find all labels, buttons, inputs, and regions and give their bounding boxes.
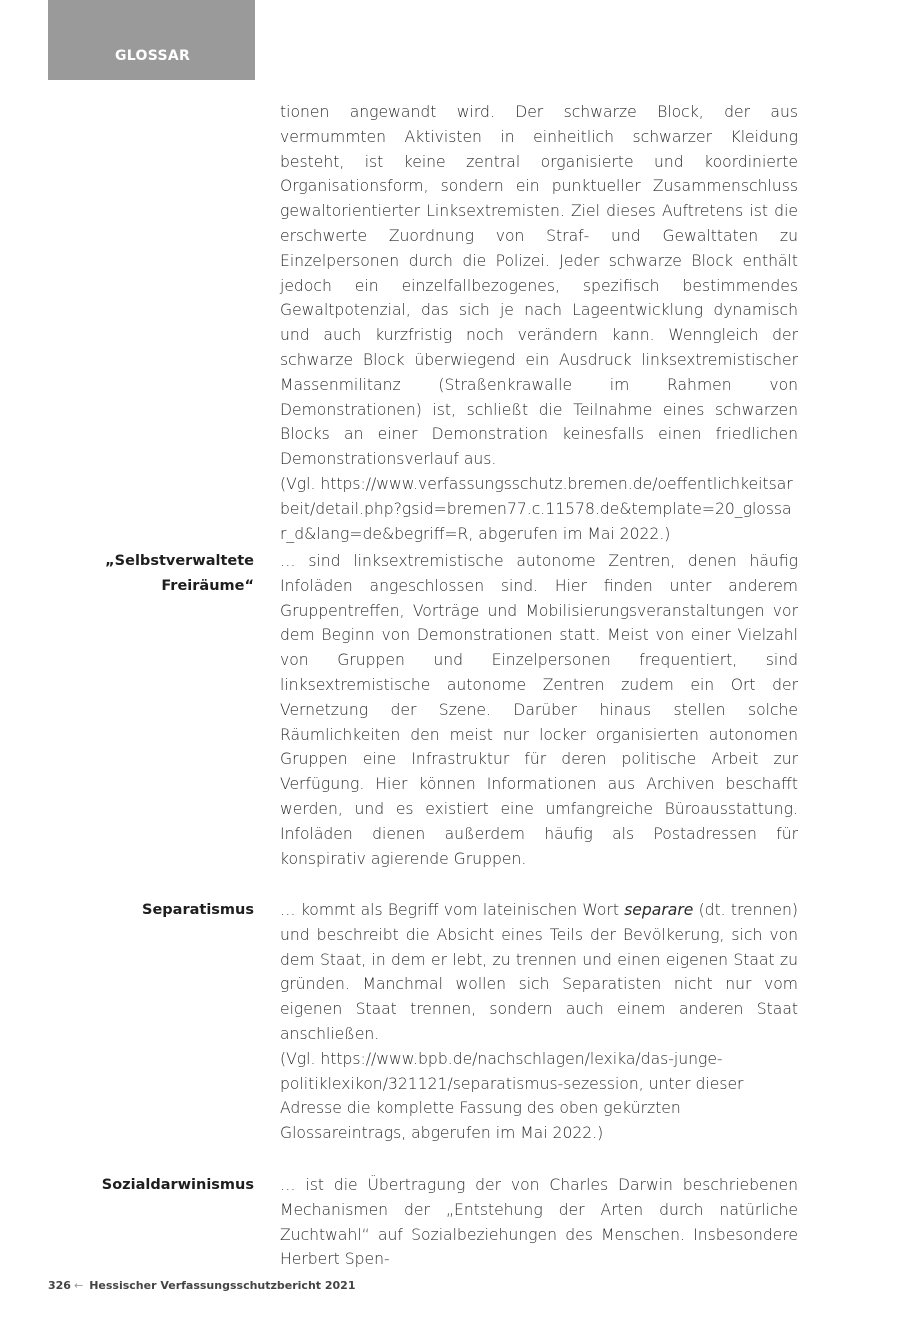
left-arrow-icon: ← [73,1279,84,1292]
term-selbstverwaltete-freiraeume: „Selbstverwaltete Freiräume“ [105,553,254,594]
entry-text: … sind linksextremistische autonome Zentren, denen häufig Infoläden angeschlossen sind. Hier finden unter anderem Gruppentreffen, Vorträge und Mobilisierungsveranstaltungen vor dem Beginn von Demonstrationen statt. Meist von einer Vielzahl von Gruppen und Einzelpersonen frequentiert, sind linksextremistische autonome Zentren zudem ein Ort der Vernetzung der Szene. Darüber hinaus stellen solche Räumlichkeiten den meist nur locker organisierten autonomen Gruppen eine Infrastruktur für deren politische Arbeit zur Verfügung. Hier können Informationen aus Archiven beschafft werden, und es existiert eine umfangreiche Büroausstattung. Infoläden dienen außerdem häufig als Postadressen für konspirativ agierende Gruppen. [280,552,798,868]
section-tab [48,0,255,80]
entry-separatismus [280,898,798,1146]
section-label: GLOSSAR [115,48,191,64]
term-sozialdarwinismus: Sozialdarwinismus [101,1177,254,1193]
entry-text: … ist die Übertragung der von Charles Darwin beschriebenen Mechanismen der „Entstehung der Arten durch natürliche Zuchtwahl“ auf Sozialbeziehungen des Menschen. Insbesondere Herbert Spen- [280,1176,798,1269]
entry-reference: (Vgl. https://www.bpb.de/nachschlagen/lexika/das-junge-politiklexikon/321121/separatismus-sezession, unter dieser Adresse die komplette Fassung des oben gekürzten Glossareintrags, abgerufen im Mai 2022.) [280,1049,744,1143]
entry-selbstverwaltete-freiraeume [280,549,798,871]
entry-text-part: … kommt als Begriff vom lateinischen Wort [280,901,625,919]
latin-word: separare [624,901,694,919]
intro-continuation [280,100,798,546]
entry-text [280,898,798,1047]
entry-sozialdarwinismus [280,1173,798,1272]
page-footer [48,1279,356,1292]
entry-text-part: (dt. trennen) und beschreibt die Absicht eines Teils der Bevölkerung, sich von dem Staat, in dem er lebt, zu trennen und einen eigenen Staat zu gründen. Manchmal wollen sich Separatisten nicht nur vom eigenen Staat trennen, sondern auch einem anderen Staat anschließen. [280,901,798,1043]
publication-title: Hessischer Verfassungsschutzbericht 2021 [89,1279,356,1292]
page-number: 326 [48,1279,71,1292]
intro-reference: (Vgl. https://www.verfassungsschutz.bremen.de/oeffentlichkeitsarbeit/detail.php?gsid=bremen77.c.11578.de&template=20_glossar_d&lang=de&begriff=R, abgerufen im Mai 2022.) [280,474,793,543]
term-separatismus: Separatismus [142,902,254,918]
intro-text: tionen angewandt wird. Der schwarze Block, der aus vermummten Aktivisten in einheitlich schwarzer Kleidung besteht, ist keine zentral organisierte und koordinierte Organisationsform, sondern ein punktueller Zusammenschluss gewaltorientierter Linksextremisten. Ziel dieses Auftretens ist die erschwerte Zuordnung von Straf- und Gewalttaten zu Einzelpersonen durch die Polizei. Jeder schwarze Block enthält jedoch ein einzelfallbezogenes, spezifisch bestimmendes Gewaltpotenzial, das sich je nach Lageentwicklung dynamisch und auch kurzfristig noch verändern kann. Wenngleich der schwarze Block überwiegend ein Ausdruck linksextremistischer Massenmilitanz (Straßenkrawalle im Rahmen von Demonstrationen) ist, schließt die Teilnahme eines schwarzen Blocks an einer Demonstration keinesfalls einen friedlichen Demonstrationsverlauf aus. [280,103,798,469]
